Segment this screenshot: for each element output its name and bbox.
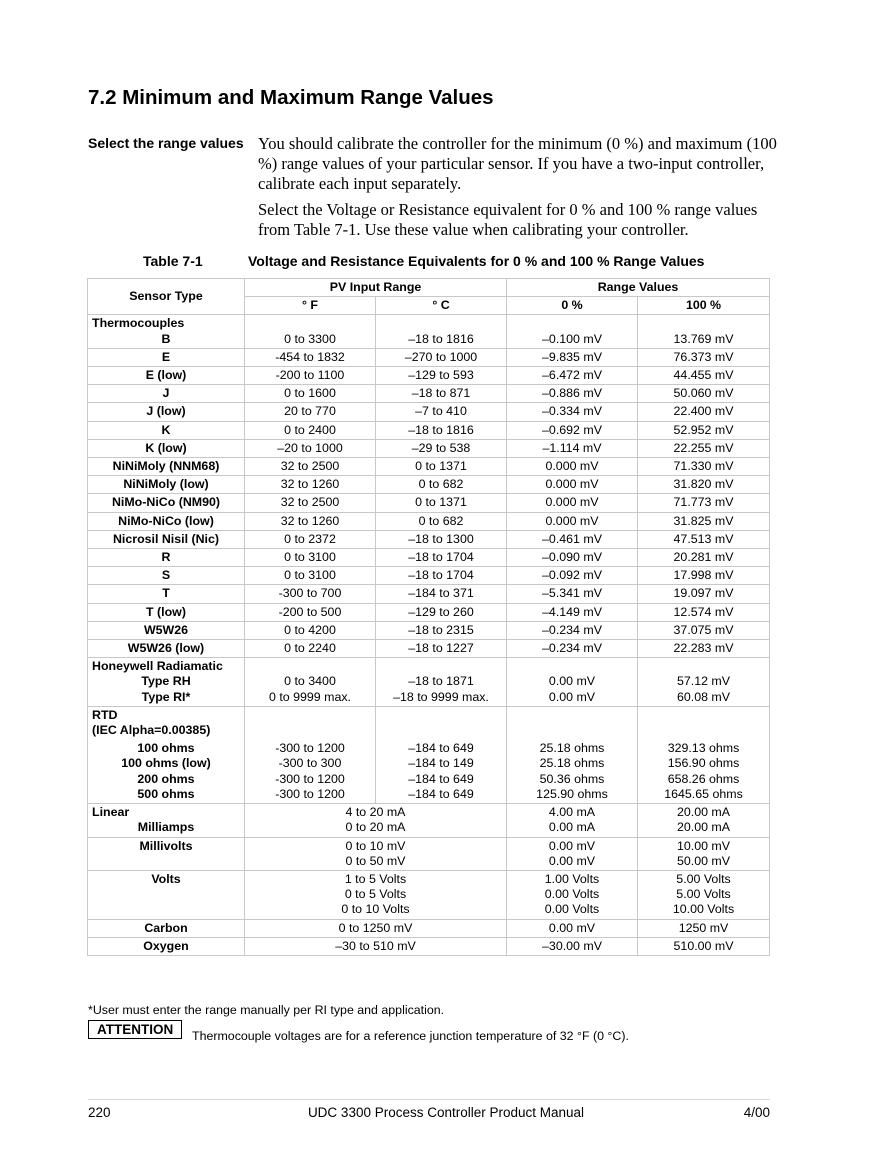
header-deg-f: ° F [245,297,376,315]
deg-c-cell: –29 to 538 [376,439,507,457]
header-range-values: Range Values [507,279,770,297]
value-line: 60.08 mV [676,689,731,704]
sensor-cell: K (low) [88,439,245,457]
sensor-name: 200 ohms [137,771,195,786]
pct0-cell: 0.000 mV [507,458,638,476]
pct100-cell: 76.373 mV [638,348,770,366]
value-line: –184 to 649 [408,741,474,756]
footer-page-number: 220 [88,1105,111,1120]
pct100-cell [638,658,770,707]
value-line: 156.90 ohms [667,756,740,771]
value-line: 0.00 mA [548,820,596,835]
deg-c-cell: –18 to 1704 [376,567,507,585]
table-row [88,919,770,937]
deg-f-cell: 32 to 2500 [245,494,376,512]
paragraph: You should calibrate the controller for the minimum (0 %) and maximum (100 %) range values of your particular sensor. If you have a two-input controller, calibrate each input separately. [258,134,777,193]
deg-c-cell: –18 to 2315 [376,621,507,639]
value-line: 0 to 10 Volts [341,902,410,917]
header-pct0: 0 % [507,297,638,315]
value-line: 57.12 mV [676,674,731,689]
pct0-cell: –0.461 mV [507,530,638,548]
deg-f-cell: -300 to 700 [245,585,376,603]
deg-f-cell: 0 to 2240 [245,640,376,658]
input-range-cell [245,837,507,870]
pct0-cell: –0.692 mV [507,421,638,439]
value-line: 4.00 mA [548,805,596,820]
pct0-cell: –0.234 mV [507,621,638,639]
pct100-cell [638,706,770,803]
deg-f-cell: 32 to 1260 [245,476,376,494]
value-line: –184 to 649 [408,771,474,786]
pct0-cell: –0.334 mV [507,403,638,421]
table-row [88,603,770,621]
deg-c-cell: –18 to 1816 [376,315,507,348]
pct0-cell: –0.092 mV [507,567,638,585]
pct0-cell: –5.341 mV [507,585,638,603]
value-line: -300 to 1200 [275,786,345,801]
sensor-name: 500 ohms [137,786,195,801]
sensor-name: Milliamps [137,820,195,835]
table-row [88,476,770,494]
sensor-name: Type RI* [141,689,191,704]
pct100-cell: 1250 mV [638,919,770,937]
input-range-cell [245,870,507,919]
group-label-rtd: RTD [92,707,118,722]
value-line: 0.00 mV [548,674,596,689]
sensor-cell: Carbon [88,919,245,937]
table-row [88,658,770,707]
linear-rows [88,804,770,956]
pct100-cell: 52.952 mV [638,421,770,439]
sensor-cell: Oxygen [88,937,245,955]
value-line: -300 to 1200 [275,771,345,786]
value-line: 10.00 Volts [672,902,735,917]
table-row [88,585,770,603]
section-title: 7.2 Minimum and Maximum Range Values [88,86,494,109]
deg-c-cell: –18 to 1816 [376,421,507,439]
pct0-cell: 0.000 mV [507,494,638,512]
pct100-cell: 12.574 mV [638,603,770,621]
deg-f-cell: 0 to 4200 [245,621,376,639]
pct100-cell [638,870,770,919]
pct100-cell: 22.400 mV [638,403,770,421]
value-line: 0 to 3400 [284,674,336,689]
pct0-cell: 0.000 mV [507,476,638,494]
table-row [88,530,770,548]
pct0-cell: –30.00 mV [507,937,638,955]
pct100-cell: 47.513 mV [638,530,770,548]
pct0-cell: –4.149 mV [507,603,638,621]
body-text [258,134,788,246]
sensor-name: Type RH [141,674,191,689]
pct100-cell: 50.060 mV [638,385,770,403]
deg-f-cell [245,658,376,707]
value-line: 0 to 50 mV [345,853,406,868]
table-number: Table 7-1 [143,253,203,269]
pct0-cell: –0.100 mV [507,315,638,348]
value-line: 50.36 ohms [539,771,605,786]
sensor-cell [88,315,245,348]
deg-c-cell: –7 to 410 [376,403,507,421]
sensor-name: 100 ohms (low) [121,756,211,771]
pct0-cell [507,870,638,919]
deg-c-cell: 0 to 1371 [376,458,507,476]
deg-f-cell: 0 to 1600 [245,385,376,403]
paragraph: Select the Voltage or Resistance equivalent for 0 % and 100 % range values from Table 7-1. Use these value when calibrating your controller. [258,200,758,239]
value-line: 5.00 Volts [676,871,731,886]
deg-c-cell: –129 to 260 [376,603,507,621]
value-line: 0 to 5 Volts [344,887,407,902]
sensor-cell: Millivolts [88,837,245,870]
footer-date: 4/00 [743,1105,770,1120]
deg-c-cell: –18 to 1227 [376,640,507,658]
header-pv-input-range: PV Input Range [245,279,507,297]
sensor-cell [88,658,245,707]
value-line: -300 to 1200 [275,741,345,756]
value-line: 0 to 10 mV [345,838,406,853]
sensor-cell: E (low) [88,367,245,385]
value-line: 1645.65 ohms [664,786,743,801]
table-row [88,439,770,457]
group-label-thermocouples: Thermocouples [92,316,185,331]
value-line: 0.00 mV [548,853,596,868]
pct100-cell: 37.075 mV [638,621,770,639]
sensor-cell: W5W26 (low) [88,640,245,658]
deg-f-cell: 32 to 2500 [245,458,376,476]
sensor-cell [88,706,245,803]
table-row [88,385,770,403]
sensor-cell: Volts [88,870,245,919]
footer-rule [88,1099,770,1100]
pct100-cell: 13.769 mV [638,315,770,348]
table-row [88,512,770,530]
pct100-cell: 510.00 mV [638,937,770,955]
pct0-cell: 0.000 mV [507,512,638,530]
deg-f-cell: 0 to 2400 [245,421,376,439]
attention-text: Thermocouple voltages are for a reference junction temperature of 32 °F (0 °C). [192,1029,629,1043]
pct0-cell [507,804,638,837]
radiamatic-rows [88,658,770,707]
table-row [88,937,770,955]
value-line: 125.90 ohms [536,786,608,801]
value-line: 25.18 ohms [539,756,605,771]
pct100-cell: 22.283 mV [638,640,770,658]
value-line: 50.00 mV [676,853,731,868]
pct0-cell: –0.090 mV [507,549,638,567]
table-row [88,549,770,567]
table-row [88,621,770,639]
table-row [88,403,770,421]
deg-c-cell: –18 to 871 [376,385,507,403]
deg-f-cell: 0 to 2372 [245,530,376,548]
deg-f-cell [245,706,376,803]
table-row [88,640,770,658]
sensor-cell: E [88,348,245,366]
pct100-cell: 31.825 mV [638,512,770,530]
pct100-cell: 44.455 mV [638,367,770,385]
deg-c-cell: –18 to 1704 [376,549,507,567]
sensor-cell: Nicrosil Nisil (Nic) [88,530,245,548]
pct0-cell: –6.472 mV [507,367,638,385]
table-row [88,494,770,512]
table-caption: Voltage and Resistance Equivalents for 0 % and 100 % Range Values [248,253,705,269]
header-sensor-type: Sensor Type [88,279,245,315]
deg-f-cell: 0 to 3300 [245,315,376,348]
value-line: 25.18 ohms [539,741,605,756]
deg-f-cell: -200 to 1100 [245,367,376,385]
value-line: 10.00 mV [676,838,731,853]
deg-c-cell: 0 to 1371 [376,494,507,512]
table-row [88,315,770,348]
sensor-cell: NiNiMoly (low) [88,476,245,494]
deg-c-cell: –18 to 1300 [376,530,507,548]
value-line: 0.00 Volts [544,887,600,902]
table-row [88,837,770,870]
value-line: 5.00 Volts [676,887,731,902]
table-row [88,706,770,803]
pct100-cell: 71.330 mV [638,458,770,476]
pct0-cell: –0.886 mV [507,385,638,403]
value-line: 1.00 Volts [544,871,600,886]
sensor-cell: NiMo-NiCo (low) [88,512,245,530]
deg-c-cell: –184 to 371 [376,585,507,603]
side-heading: Select the range values [88,135,244,151]
deg-f-cell: -454 to 1832 [245,348,376,366]
sensor-cell: K [88,421,245,439]
deg-f-cell: –20 to 1000 [245,439,376,457]
deg-c-cell: 0 to 682 [376,512,507,530]
group-label-linear: Linear [92,805,130,820]
attention-label: ATTENTION [88,1020,182,1039]
sensor-cell: J [88,385,245,403]
deg-f-cell: 0 to 3100 [245,549,376,567]
input-range-cell: 0 to 1250 mV [245,919,507,937]
value-line: 4 to 20 mA [345,805,406,820]
pct0-cell: 0.00 mV [507,919,638,937]
sensor-cell: T [88,585,245,603]
pct0-cell: –1.114 mV [507,439,638,457]
thermocouple-rows [88,315,770,658]
pct0-cell: –9.835 mV [507,348,638,366]
deg-f-cell: -200 to 500 [245,603,376,621]
group-label-honeywell: Honeywell Radiamatic [92,659,223,674]
value-line: –184 to 649 [408,786,474,801]
value-line: 20.00 mA [676,820,731,835]
deg-c-cell [376,706,507,803]
sensor-cell: NiNiMoly (NNM68) [88,458,245,476]
deg-f-cell: 0 to 3100 [245,567,376,585]
header-deg-c: ° C [376,297,507,315]
value-line: 329.13 ohms [667,741,740,756]
table-row [88,567,770,585]
sensor-cell: J (low) [88,403,245,421]
value-line: 658.26 ohms [667,771,740,786]
sensor-cell: R [88,549,245,567]
deg-c-cell [376,658,507,707]
pct100-cell: 31.820 mV [638,476,770,494]
pct100-cell: 17.998 mV [638,567,770,585]
table-row [88,804,770,837]
value-line: 0 to 9999 max. [269,689,351,704]
pct0-cell: –0.234 mV [507,640,638,658]
pct0-cell [507,706,638,803]
table-row [88,421,770,439]
header-pct100: 100 % [638,297,770,315]
rtd-rows [88,706,770,803]
table-row [88,458,770,476]
pct100-cell: 20.281 mV [638,549,770,567]
sensor-cell: T (low) [88,603,245,621]
deg-c-cell: –270 to 1000 [376,348,507,366]
value-line: –18 to 1871 [408,674,474,689]
group-label-rtd-alpha: (IEC Alpha=0.00385) [92,723,211,738]
deg-c-cell: 0 to 682 [376,476,507,494]
input-range-cell [245,804,507,837]
table-row [88,348,770,366]
value-line: 20.00 mA [676,805,731,820]
pct100-cell: 22.255 mV [638,439,770,457]
value-line: 1 to 5 Volts [344,871,407,886]
pct100-cell [638,837,770,870]
footnote: *User must enter the range manually per RI type and application. [88,1003,445,1017]
value-line: 0.00 mV [548,689,596,704]
header-row [88,279,770,297]
sensor-cell: NiMo-NiCo (NM90) [88,494,245,512]
sensor-name: 100 ohms [137,741,195,756]
deg-f-cell: 20 to 770 [245,403,376,421]
pct100-cell: 19.097 mV [638,585,770,603]
value-line: –18 to 9999 max. [393,689,489,704]
pct100-cell: 71.773 mV [638,494,770,512]
value-line: 0.00 Volts [544,902,600,917]
sensor-cell: W5W26 [88,621,245,639]
range-values-table [87,278,770,956]
table-row [88,367,770,385]
deg-f-cell: 32 to 1260 [245,512,376,530]
pct0-cell [507,658,638,707]
deg-c-cell: –129 to 593 [376,367,507,385]
pct100-cell [638,804,770,837]
value-line: 0 to 20 mA [345,820,406,835]
pct0-cell [507,837,638,870]
sensor-cell: S [88,567,245,585]
table-row [88,870,770,919]
value-line: -300 to 300 [278,756,342,771]
value-line: –184 to 149 [408,756,474,771]
sensor-cell [88,804,245,837]
sensor-name: B [161,331,171,346]
footer-title: UDC 3300 Process Controller Product Manual [307,1105,585,1120]
input-range-cell: –30 to 510 mV [245,937,507,955]
value-line: 0.00 mV [548,838,596,853]
